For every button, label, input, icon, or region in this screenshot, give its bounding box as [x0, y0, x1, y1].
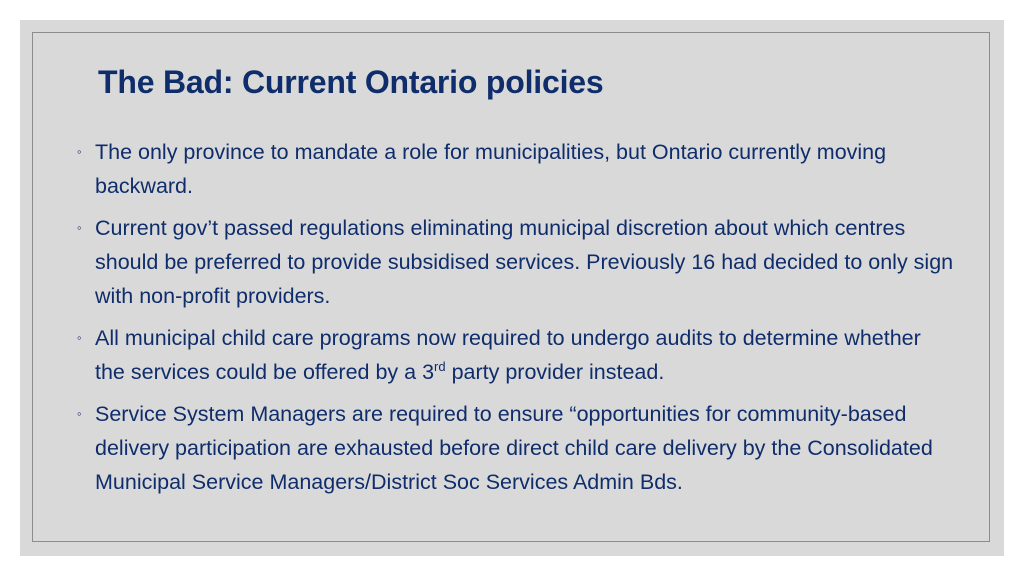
bullet-item: [75, 135, 955, 203]
slide: [20, 20, 1004, 556]
bullet-marker-icon: ◦: [77, 220, 82, 235]
ordinal-superscript: rd: [434, 358, 446, 374]
bullet-item: [75, 211, 955, 313]
bullet-item: [75, 321, 955, 389]
slide-title: The Bad: Current Ontario policies: [98, 64, 604, 100]
bullet-text: The only province to mandate a role for municipalities, but Ontario currently moving backward.: [95, 140, 887, 198]
bullet-text: Current gov’t passed regulations eliminating municipal discretion about which centres should be preferred to provide subsidised services. Previously 16 had decided to only sign with non-profit providers.: [95, 216, 954, 308]
bullet-text-after: party provider instead.: [445, 360, 665, 384]
bullet-marker-icon: ◦: [77, 144, 82, 159]
bullet-marker-icon: ◦: [77, 330, 82, 345]
bullet-text-before: All municipal child care programs now required to undergo audits to determine whether the services could be offered by a 3: [95, 326, 921, 384]
bullet-list: [75, 135, 955, 507]
bullet-text: Service System Managers are required to ensure “opportunities for community-based delivery participation are exhausted before direct child care delivery by the Consolidated Municipal Service Managers/District Soc Services Admin Bds.: [95, 402, 933, 494]
bullet-item: [75, 397, 955, 499]
bullet-marker-icon: ◦: [77, 406, 82, 421]
